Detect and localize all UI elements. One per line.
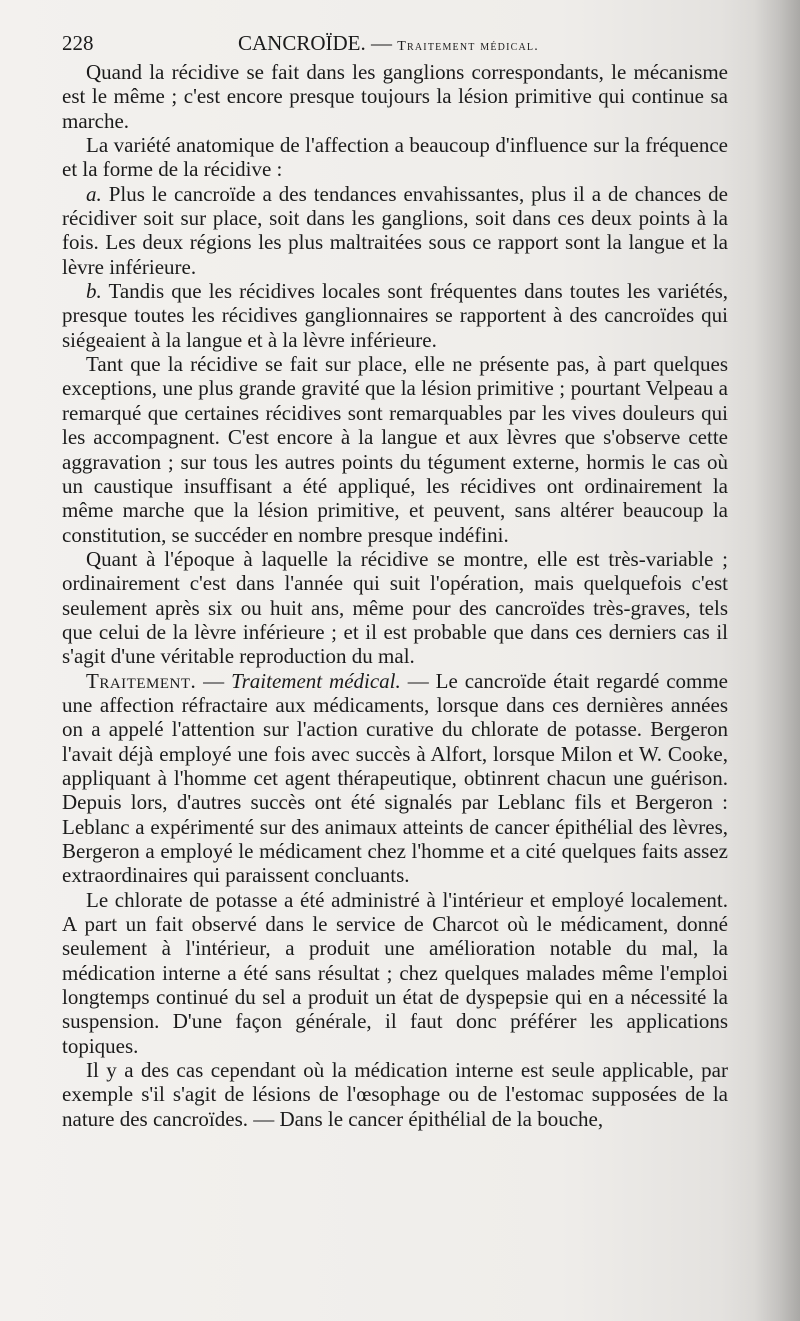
paragraph-1: Quand la récidive se fait dans les ganglions correspondants, le mécanisme est le même ; c'est encore presque toujours la lésion primitive qui continue sa marche. <box>62 60 728 133</box>
body-text <box>62 60 728 1131</box>
section-subheading: Traitement médical. <box>231 668 401 693</box>
paragraph-9: Il y a des cas cependant où la médication interne est seule applicable, par exemple s'il s'agit de lésions de l'œsophage ou de l'estomac supposées de la nature des cancroïdes. — Dans le cancer épithélial de la bouche, <box>62 1058 728 1131</box>
page-number: 228 <box>62 31 94 55</box>
running-title-dash: — <box>365 31 398 55</box>
paragraph-3-text: Plus le cancroïde a des tendances envahissantes, plus il a de chances de récidiver soit sur place, soit dans les ganglions, soit dans ces deux points à la fois. Les deux régions les plus maltraitées sous ce rapport sont la langue et la lèvre inférieure. <box>62 181 728 279</box>
paragraph-2: La variété anatomique de l'affection a beaucoup d'influence sur la fréquence et la forme de la récidive : <box>62 133 728 182</box>
running-header <box>62 30 728 56</box>
running-title <box>238 30 539 60</box>
paragraph-4-text: Tandis que les récidives locales sont fréquentes dans toutes les variétés, presque toutes les récidives ganglionnaires se rapportent à des cancroïdes qui siégeaient à la langue et à la lèvre inférieure. <box>62 279 728 352</box>
running-title-sub: Traitement médical. <box>397 39 539 54</box>
section-heading: Traitement. <box>86 668 197 693</box>
list-marker-a: a. <box>86 181 102 206</box>
heading-dash-2: — <box>400 668 436 693</box>
paragraph-5: Tant que la récidive se fait sur place, elle ne présente pas, à part quelques exceptions, une plus grande gravité que la lésion primitive ; pourtant Velpeau a remarqué que certaines récidives sont remarquables par les vives douleurs qui les accompagnent. C'est encore à la langue et aux lèvres que s'observe cette aggravation ; sur tous les autres points du tégument externe, hormis le cas où un caustique insuffisant a été appliqué, les récidives ont ordinairement la même marche que la lésion primitive, et peuvent, sans altérer beaucoup la constitution, se succéder en nombre presque indéfini. <box>62 352 728 547</box>
paragraph-4 <box>62 279 728 352</box>
heading-dash-1: — <box>196 668 232 693</box>
running-title-main: CANCROÏDE. <box>238 31 366 55</box>
page-gutter-shadow <box>754 0 800 1321</box>
paragraph-3 <box>62 182 728 279</box>
list-marker-b: b. <box>86 279 102 304</box>
paragraph-7-text: Le cancroïde était regardé comme une affection réfractaire aux médicaments, lorsque dans ces dernières années on a appelé l'attention sur l'action curative du chlorate de potasse. Bergeron l'avait déjà employé une fois avec succès à Alfort, lorsque Milon et W. Cooke, appliquant à l'homme cet agent thérapeutique, obtinrent chacun une guérison. Depuis lors, d'autres succès ont été signalés par Leblanc fils et Bergeron : Leblanc a expérimenté sur des animaux atteints de cancer épithélial des lèvres, Bergeron a employé le médicament chez l'homme et a cité quelques faits assez extraordinaires qui paraissent concluants. <box>62 668 729 888</box>
paragraph-8: Le chlorate de potasse a été administré à l'intérieur et employé localement. A part un fait observé dans le service de Charcot où le médicament, donné seulement à l'intérieur, a produit une amélioration notable du mal, la médication interne a été sans résultat ; chez quelques malades même l'emploi longtemps continué du sel a produit un état de dyspepsie qui en a nécessité la suspension. D'une façon générale, il faut donc préférer les applications topiques. <box>62 887 728 1058</box>
paragraph-6: Quant à l'époque à laquelle la récidive se montre, elle est très-variable ; ordinairement c'est dans l'année qui suit l'opération, mais quelquefois c'est seulement après six ou huit ans, même pour des cancroïdes très-graves, tels que celui de la lèvre inférieure ; et il est probable que dans ces derniers cas il s'agit d'une véritable reproduction du mal. <box>62 546 728 669</box>
paragraph-7 <box>62 669 728 888</box>
